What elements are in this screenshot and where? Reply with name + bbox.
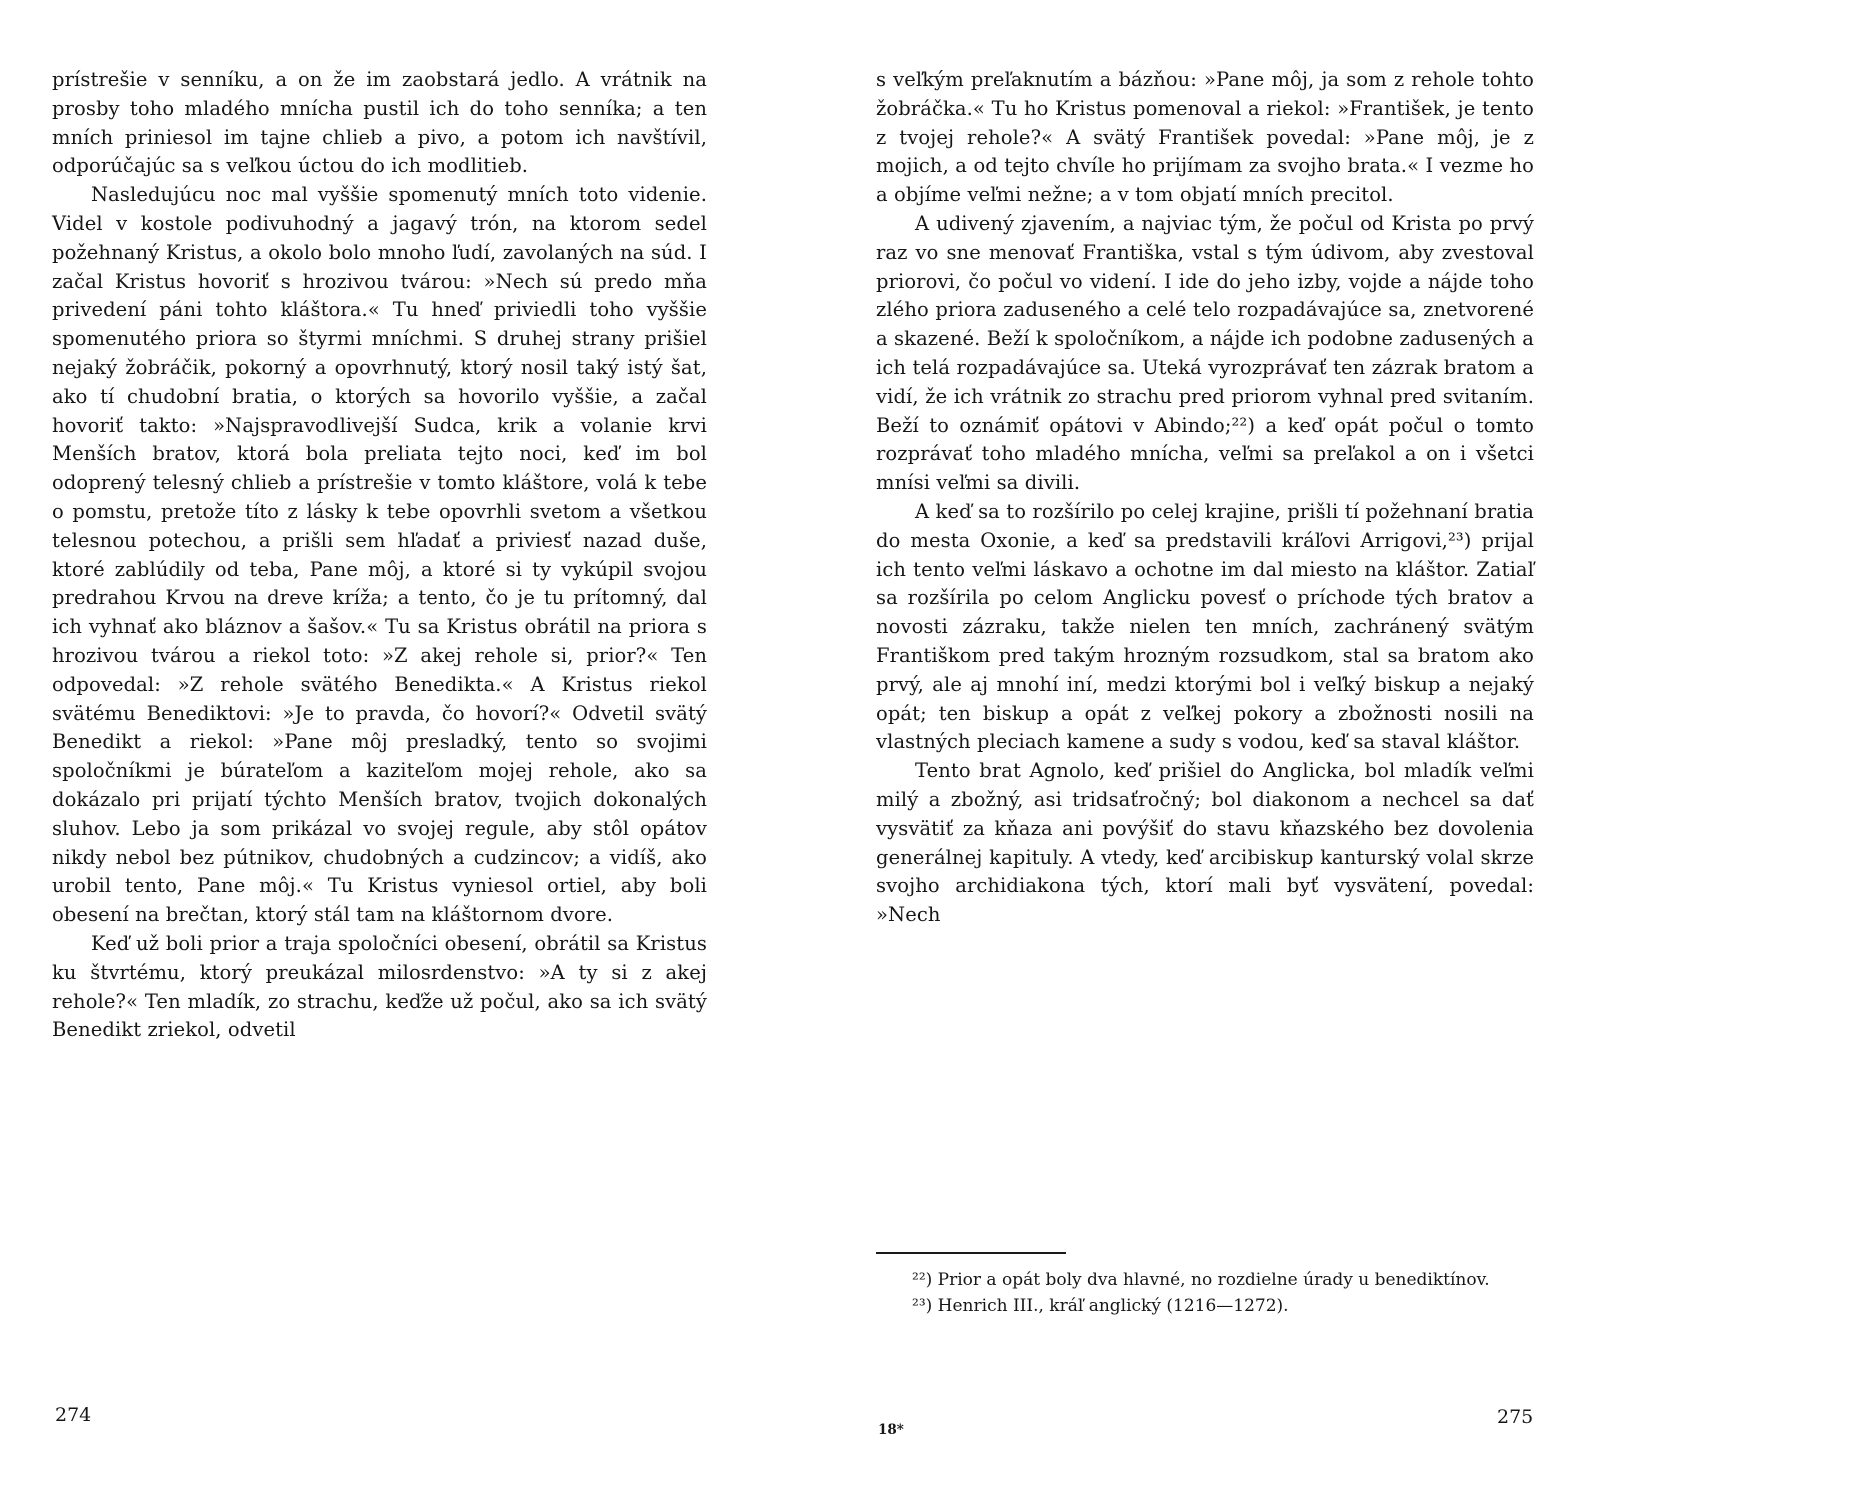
paragraph: prístrešie v senníku, a on že im zaobstará jedlo. A vrátnik na prosby toho mladého mnícha pustil ich do toho senníka; a ten mních priniesol im tajne chlieb a pivo, a potom ich navštívil, odporúčajúc sa s veľkou úctou do ich modlitieb. xyxy=(52,68,707,178)
footnote: ²³) Henrich III., kráľ anglický (1216—1272). xyxy=(912,1295,1289,1316)
paragraph: Keď už boli prior a traja spoločníci obesení, obrátil sa Kristus ku štvrtému, ktorý preukázal milosrdenstvo: »A ty si z akej rehole?« Ten mladík, zo strachu, keďže už počul, ako sa ich svätý Benedikt zriekol, odvetil xyxy=(52,931,707,1042)
footnote-divider xyxy=(876,1252,1066,1254)
footnotes-section xyxy=(876,1252,1534,1319)
page-left-text xyxy=(52,66,707,1045)
page-number-left: 274 xyxy=(55,1404,92,1426)
page-right xyxy=(876,66,1534,1316)
paragraph: A keď sa to rozšírilo po celej krajine, prišli tí požehnaní bratia do mesta Oxonie, a keď sa predstavili kráľovi Arrigovi,²³) prijal ich tento veľmi láskavo a ochotne im dal miesto na kláštor. Zatiaľ sa rozšírila po celom Anglicku povesť o príchode tých bratov a novosti zázraku, takže nielen ten mních, zachránený svätým Františkom pred takým hrozným rozsudkom, stal sa bratom ako prvý, ale aj mnohí iní, medzi ktorými bol i veľký biskup a nejaký opát; ten biskup a opát z veľkej pokory a zbožnosti nosili na vlastných pleciach kamene a sudy s vodou, keď sa staval kláštor. xyxy=(876,499,1534,754)
page-left xyxy=(52,66,707,1045)
page-right-text xyxy=(876,66,1534,930)
signature-mark: 18* xyxy=(878,1422,904,1438)
page-number-right: 275 xyxy=(1497,1406,1534,1428)
paragraph: s veľkým preľaknutím a bázňou: »Pane môj, ja som z rehole tohto žobráčka.« Tu ho Kristus pomenoval a riekol: »František, je tento z tvojej rehole?« A svätý František povedal: »Pane môj, je z mojich, a od tejto chvíle ho prijímam za svojho brata.« I vezme ho a objíme veľmi nežne; a v tom objatí mních precitol. xyxy=(876,68,1534,207)
footnote: ²²) Prior a opát boly dva hlavné, no rozdielne úrady u benediktínov. xyxy=(912,1270,1490,1290)
paragraph: A udivený zjavením, a najviac tým, že počul od Krista po prvý raz vo sne menovať Františka, vstal s tým údivom, aby zvestoval priorovi, čo počul vo videní. I ide do jeho izby, vojde a nájde toho zlého priora zaduseného a celé telo rozpadávajúce sa, znetvorené a skazené. Beží k spoločníkom, a nájde ich podobne zadusených a ich telá rozpadávajúce sa. Uteká vyrozprávať ten zázrak bratom a vidí, že ich vrátnik zo strachu pred priorom vyhnal pred svitaním. Beží to oznámiť opátovi v Abindo;²²) a keď opát počul o tomto rozprávať toho mladého mnícha, veľmi sa preľakol a on i všetci mnísi veľmi sa divili. xyxy=(876,211,1534,495)
paragraph: Nasledujúcu noc mal vyššie spomenutý mních toto videnie. Videl v kostole podivuhodný a jagavý trón, na ktorom sedel požehnaný Kristus, a okolo bolo mnoho ľudí, zavolaných na súd. I začal Kristus hovoriť s hrozivou tvárou: »Nech sú predo mňa privedení páni tohto kláštora.« Tu hneď priviedli toho vyššie spomenutého priora so štyrmi mníchmi. S druhej strany prišiel nejaký žobráčik, pokorný a opovrhnutý, ktorý nosil taký istý šat, ako tí chudobní bratia, o ktorých sa hovorilo vyššie, a začal hovoriť takto: »Najspravodlivejší Sudca, krik a volanie krvi Menších bratov, ktorá bola preliata tejto noci, keď im bol odoprený telesný chlieb a prístrešie v tomto kláštore, volá k tebe o pomstu, pretože títo z lásky k tebe opovrhli svetom a všetkou telesnou potechou, a prišli sem hľadať a priviesť nazad duše, ktoré zablúdily od teba, Pane môj, a ktoré si ty vykúpil svojou predrahou Krvou na dreve kríža; a tento, čo je tu prítomný, dal ich vyhnať ako bláznov a šašov.« Tu sa Kristus obrátil na priora s hrozivou tvárou a riekol toto: »Z akej rehole si, prior?« Ten odpovedal: »Z rehole svätého Benedikta.« A Kristus riekol svätému Benediktovi: »Je to pravda, čo hovorí?« Odvetil svätý Benedikt a riekol: »Pane môj presladký, tento so svojimi spoločníkmi je búrateľom a kaziteľom mojej rehole, ako sa dokázalo pri prijatí týchto Menších bratov, tvojich dokonalých sluhov. Lebo ja som prikázal vo svojej regule, aby stôl opátov nikdy nebol bez pútnikov, chudobných a cudzincov; a vidíš, ako urobil tento, Pane môj.« Tu Kristus vyniesol ortiel, aby boli obesení na brečtan, ktorý stál tam na kláštornom dvore. xyxy=(52,183,707,927)
paragraph: Tento brat Agnolo, keď prišiel do Anglicka, bol mladík veľmi milý a zbožný, asi tridsaťročný; bol diakonom a nechcel sa dať vysvätiť za kňaza ani povýšiť do stavu kňazského bez dovolenia generálnej kapituly. A vtedy, keď arcibiskup kanturský volal skrze svojho archidiakona tých, ktorí mali byť vysvätení, povedal: »Nech xyxy=(876,759,1534,927)
